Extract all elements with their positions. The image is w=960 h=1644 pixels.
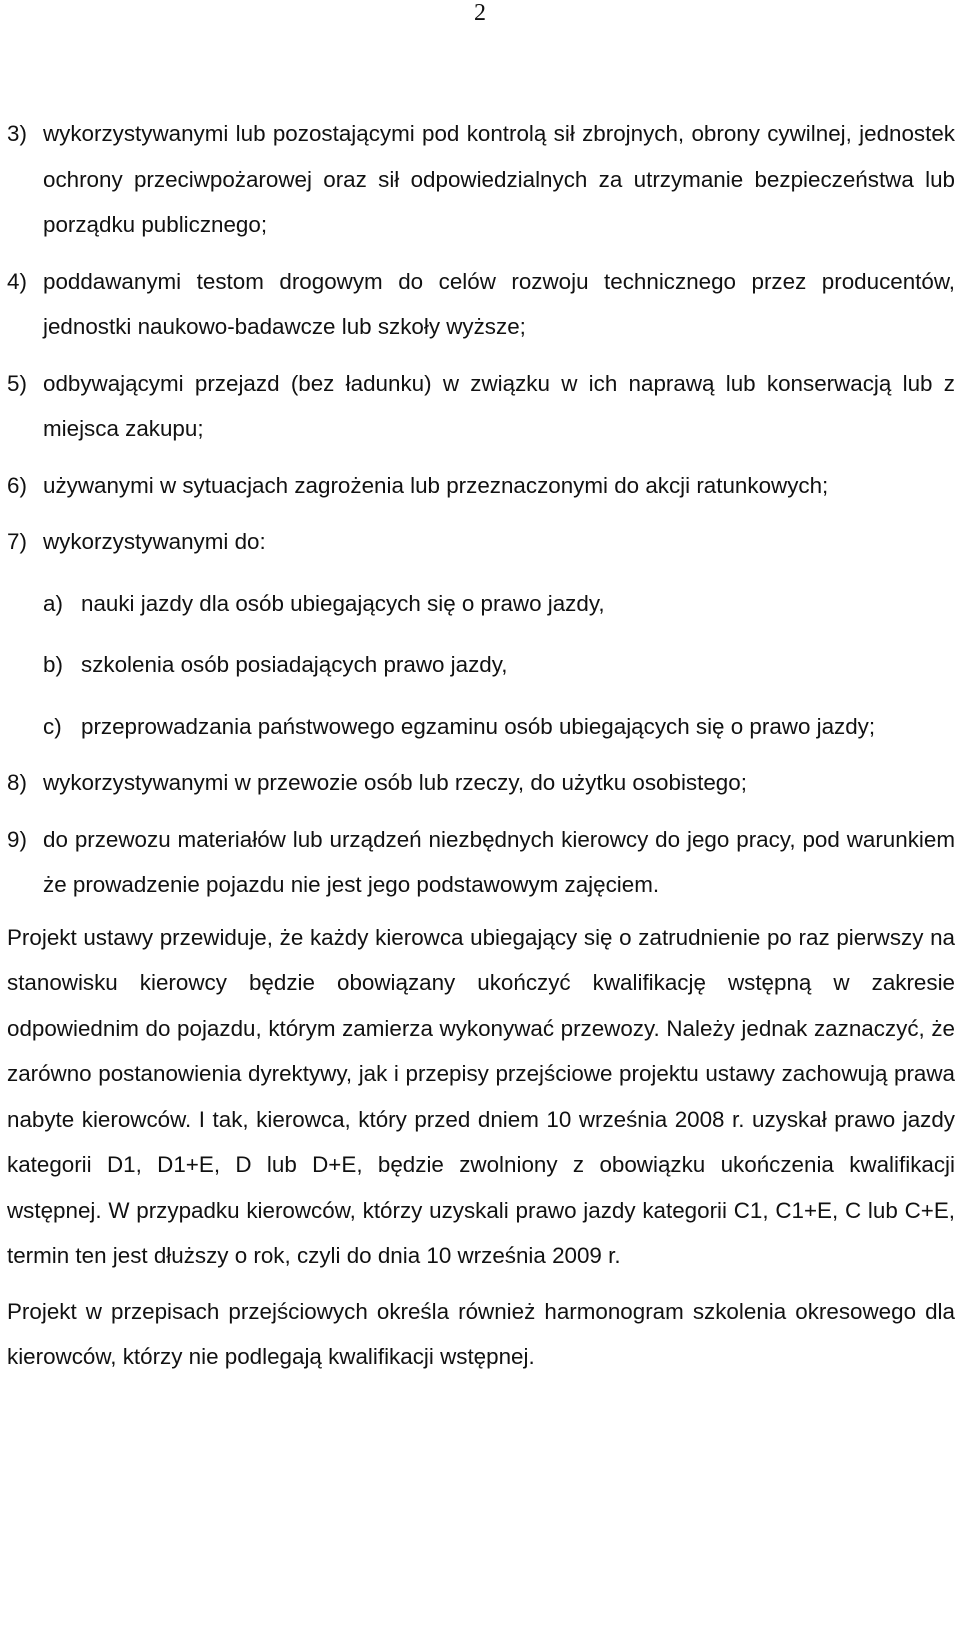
sub-list-item-text: nauki jazdy dla osób ubiegających się o prawo jazdy,	[81, 590, 605, 616]
list-item	[7, 259, 955, 350]
list-item-number: 8)	[7, 770, 27, 795]
list-item-number: 9)	[7, 826, 27, 852]
list-item-text: wykorzystywanymi w przewozie osób lub rzeczy, do użytku osobistego;	[43, 770, 747, 795]
list-item-text: używanymi w sytuacjach zagrożenia lub przeznaczonymi do akcji ratunkowych;	[43, 472, 829, 498]
paragraph: Projekt w przepisach przejściowych określa również harmonogram szkolenia okresowego dla kierowców, którzy nie podlegają kwalifikacji wstępnej.	[7, 1298, 955, 1369]
sub-list-item	[43, 704, 955, 750]
list-item	[7, 361, 955, 452]
sub-list-item-letter: c)	[43, 713, 62, 739]
list-item	[7, 463, 955, 509]
list-item-text: poddawanymi testom drogowym do celów rozwoju technicznego przez producentów, jednostki naukowo-badawcze lub szkoły wyższe;	[43, 268, 955, 339]
list-item	[7, 817, 955, 908]
list-item	[7, 519, 955, 565]
sub-list-item	[43, 642, 955, 688]
document-body	[7, 111, 955, 1380]
sub-list-item-text: szkolenia osób posiadających prawo jazdy,	[81, 652, 508, 677]
list-item	[7, 111, 955, 248]
list-item-number: 5)	[7, 370, 27, 396]
list-item-text: odbywającymi przejazd (bez ładunku) w związku w ich naprawą lub konserwacją lub z miejsca zakupu;	[43, 370, 955, 441]
list-item-number: 6)	[7, 472, 27, 498]
sub-list-item-text: przeprowadzania państwowego egzaminu osób ubiegających się o prawo jazdy;	[81, 713, 876, 739]
list-item-text: wykorzystywanymi do:	[43, 529, 266, 554]
list-item-number: 7)	[7, 529, 27, 554]
list-item	[7, 760, 955, 806]
list-item-text: wykorzystywanymi lub pozostającymi pod kontrolą sił zbrojnych, obrony cywilnej, jednostek ochrony przeciwpożarowej oraz sił odpowiedzialnych za utrzymanie bezpieczeństwa lub porządku publicznego;	[43, 121, 955, 237]
page-number: 2	[474, 0, 486, 26]
paragraph: Projekt ustawy przewiduje, że każdy kierowca ubiegający się o zatrudnienie po raz pierwszy na stanowisku kierowcy będzie obowiązany ukończyć kwalifikację wstępną w zakresie odpowiednim do pojazdu, którym zamierza wykonywać przewozy. Należy jednak zaznaczyć, że zarówno postanowienia dyrektywy, jak i przepisy przejściowe projektu ustawy zachowują prawa nabyte kierowców. I tak, kierowca, który przed dniem 10 września 2008 r. uzyskał prawo jazdy kategorii D1, D1+E, D lub D+E, będzie zwolniony z obowiązku ukończenia kwalifikacji wstępnej. W przypadku kierowców, którzy uzyskali prawo jazdy kategorii C1, C1+E, C lub C+E, termin ten jest dłuższy o rok, czyli do dnia 10 września 2009 r.	[7, 924, 955, 1268]
list-item-number: 4)	[7, 268, 27, 294]
list-item-text: do przewozu materiałów lub urządzeń niezbędnych kierowcy do jego pracy, pod warunkiem że prowadzenie pojazdu nie jest jego podstawowym zajęciem.	[43, 826, 955, 897]
sub-list-item-letter: b)	[43, 652, 63, 677]
list-item-number: 3)	[7, 121, 27, 146]
sub-list-item-letter: a)	[43, 590, 63, 616]
sub-list-item	[43, 581, 955, 627]
